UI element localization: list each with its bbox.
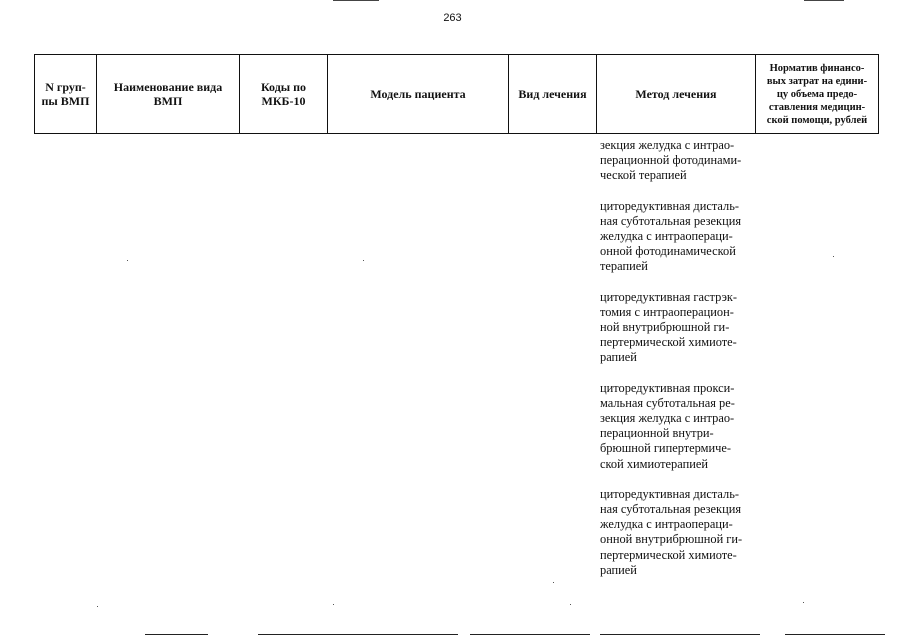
header-treatment-method: Метод лечения bbox=[596, 55, 755, 133]
header-group-number: N груп- пы ВМП bbox=[34, 55, 96, 133]
scan-edge-bottom bbox=[258, 634, 458, 635]
header-cost-standard: Норматив финансо- вых затрат на едини- цу объема предо- ставления медицин- ской помощи, рублей bbox=[755, 55, 879, 133]
treatment-method-column bbox=[600, 138, 758, 593]
scan-speck bbox=[127, 260, 128, 261]
scan-edge-bottom bbox=[785, 634, 885, 635]
scan-speck bbox=[570, 604, 571, 605]
scan-speck bbox=[833, 256, 834, 257]
scan-speck bbox=[803, 602, 804, 603]
method-item: циторедуктивная прокси- мальная субтотальная ре- зекция желудка с интрао- перационной внутри- брюшной гипертермиче- ской химиотерапией bbox=[600, 380, 735, 471]
scan-edge-bottom bbox=[145, 634, 208, 635]
scan-speck bbox=[97, 606, 98, 607]
scan-speck bbox=[553, 582, 554, 583]
scan-mark-top-right bbox=[804, 0, 844, 1]
scan-speck bbox=[333, 604, 334, 605]
scan-mark-top-center bbox=[333, 0, 379, 1]
scan-speck bbox=[363, 260, 364, 261]
method-item: циторедуктивная дисталь- ная субтотальная резекция желудка с интраопераци- онной фотодинамической терапией bbox=[600, 198, 742, 274]
header-treatment-type: Вид лечения bbox=[508, 55, 596, 133]
page-number: 263 bbox=[443, 12, 462, 24]
scan-edge-bottom bbox=[600, 634, 760, 635]
method-item: циторедуктивная гастрэк- томия с интраоперацион- ной внутрибрюшной ги- пертермической химиоте- рапией bbox=[600, 289, 738, 365]
method-item: зекция желудка с интрао- перационной фотодинами- ческой терапией bbox=[600, 138, 742, 183]
header-patient-model: Модель пациента bbox=[327, 55, 508, 133]
table-header bbox=[34, 54, 879, 134]
scan-edge-bottom bbox=[470, 634, 590, 635]
method-item: циторедуктивная дисталь- ная субтотальная резекция желудка с интраопераци- онной внутрибрюшной ги- пертермической химиоте- рапией bbox=[600, 486, 743, 577]
header-icd-codes: Коды по МКБ-10 bbox=[239, 55, 327, 133]
header-vmp-name: Наименование вида ВМП bbox=[96, 55, 239, 133]
